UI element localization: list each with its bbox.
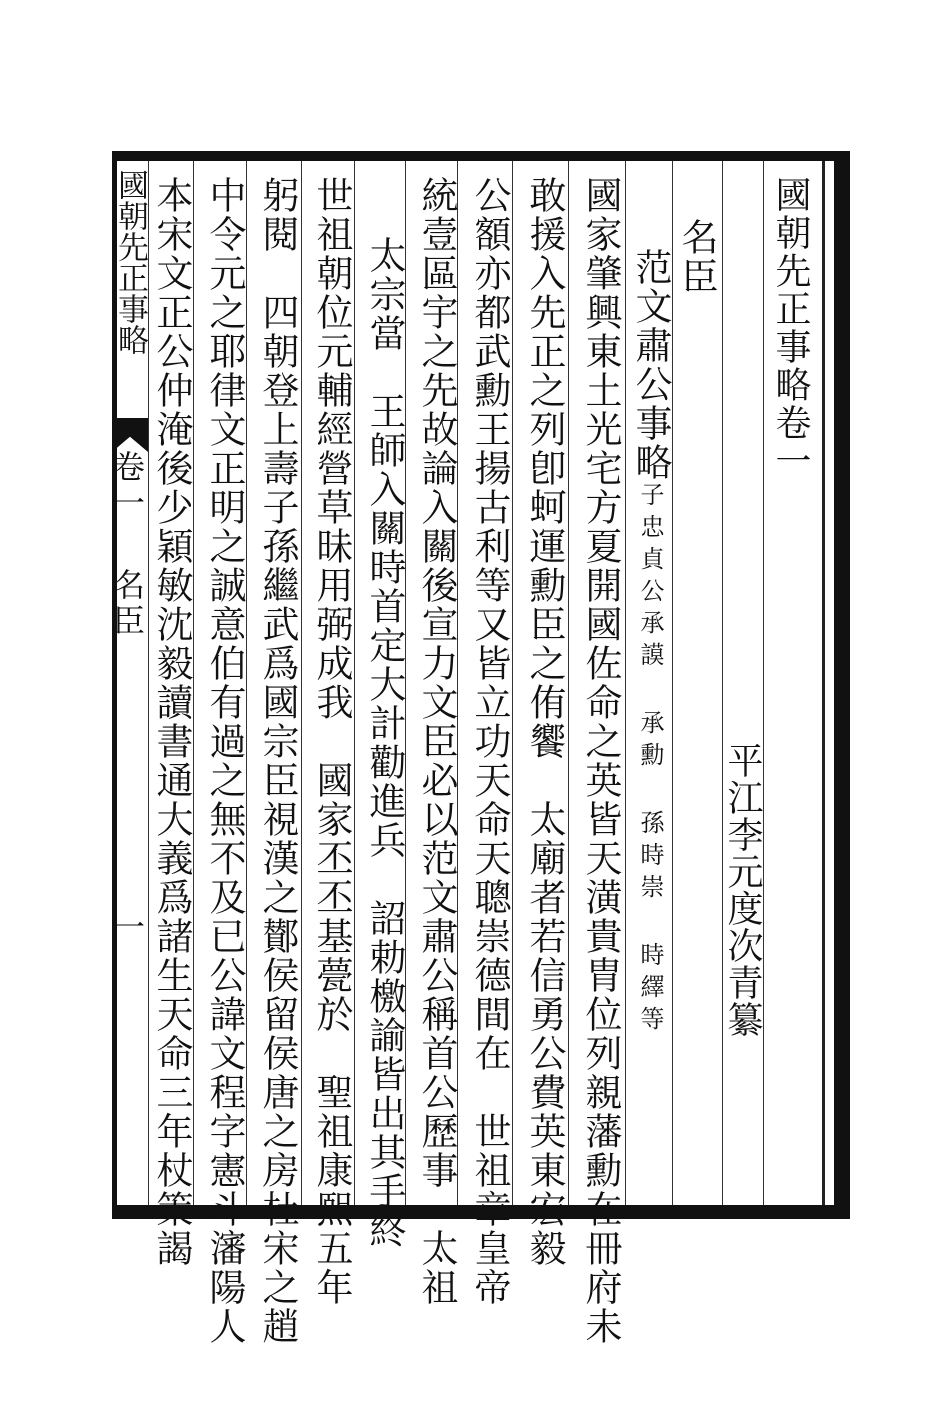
article-title-column [630,248,678,1038]
column-rule [722,161,723,1205]
text-column: 中令元之耶律文正明之誠意伯有過之無不及已公諱文程字憲斗瀋陽人 [203,176,246,1346]
text-column: 敢援入先正之列卽蚵運勳臣之侑饗 太廟者若信勇公費英東宏毅 [523,176,566,1268]
compiler-credit: 平江李元度次青纂 [722,742,763,1038]
text-column: 本宋文正公仲淹後少穎敏沈毅讀書通大義爲諸生天命三年杖策謁 [150,176,193,1268]
text-column: 統壹區宇之先故論入關後宣力文臣必以范文肅公稱首公歷事 太祖 [415,176,458,1307]
frame-right-inner-border [822,161,825,1205]
frame-right-border [834,151,850,1219]
text-column: 國家肇興東土光宅方夏開國佐命之英皆天潢貴胄位列親藩勳在冊府未 [579,176,622,1346]
text-column: 太宗當 王師入關時首定大計勸進兵 詔勅檄諭皆出其手終 [363,236,406,1250]
article-note: 子忠貞公承謨 承勳 孫時崇 時繹等 [636,482,664,1038]
margin-column [112,161,149,1205]
margin-section: 名臣 [108,568,146,640]
book-title: 國朝先正事略卷一 [770,176,811,480]
text-column: 公額亦都武勳王揚古利等又皆立功天命天聰崇德間在 世祖章皇帝 [468,176,511,1307]
margin-volume: 卷一 [108,450,146,522]
frame-top-border [112,151,850,161]
margin-page-number: 一 [108,910,146,942]
article-title: 范文肅公事略 [629,248,672,482]
text-column: 躬閱 四朝登上壽子孫繼武爲國宗臣視漢之鄼侯留侯唐之房杜宋之趙 [256,176,299,1346]
margin-title: 國朝先正事略 [112,169,148,355]
text-column: 世祖朝位元輔經營草昧用弼成我 國家丕丕基甍於 聖祖康熙五年 [310,176,353,1307]
section-heading: 名臣 [675,218,718,296]
